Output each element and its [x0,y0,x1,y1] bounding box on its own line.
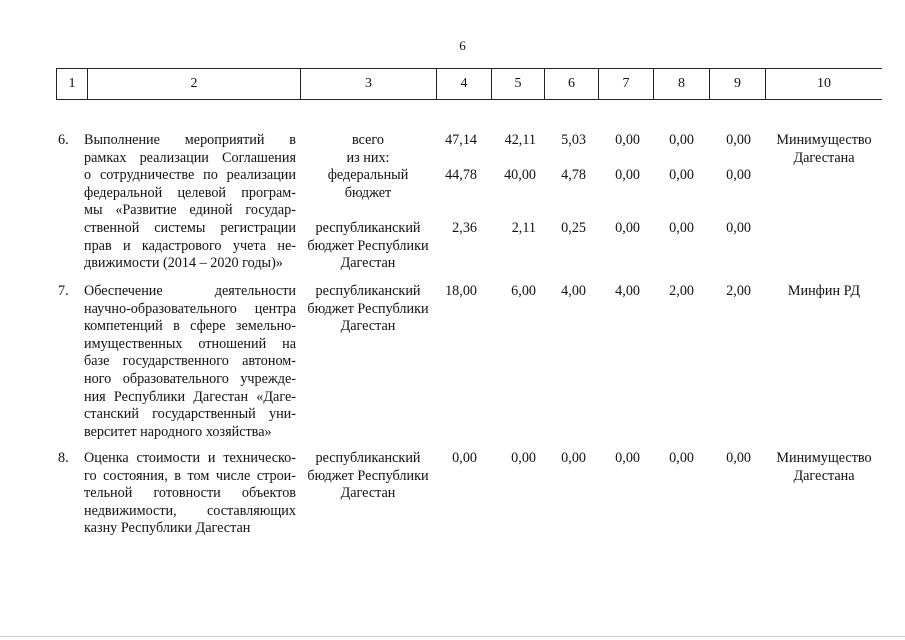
description-line: рамках реализации Соглашения [84,149,296,166]
amount-cell: 0,00 [615,220,640,236]
description-line: федеральной целевой програм- [84,184,296,201]
funding-source-line: федеральный [327,167,409,183]
amount-cell: 0,00 [726,132,751,148]
amount-cell: 18,00 [445,283,477,299]
page-number: 6 [459,38,466,53]
description-line: научно-образовательного центра [84,300,296,317]
description-line: о сотрудничестве по реализации [84,167,296,184]
amount-cell: 5,03 [561,132,586,148]
description-line: тельной готовности объектов [84,485,296,502]
executor-line: Дагестана [793,149,855,166]
description-line: станский государственный уни- [84,406,296,423]
header-cell-9: 9 [710,69,766,99]
amount-cell: 44,78 [445,167,477,183]
executor-line: Минфин РД [787,283,861,299]
amount-cell: 0,00 [561,450,586,466]
executor-line: Дагестана [793,467,855,484]
amount-cell: 0,00 [452,450,477,466]
description-line: мы «Развитие единой государ- [84,202,296,219]
description-line: недвижимости, составляющих [84,502,296,519]
amount-cell: 2,00 [669,283,694,299]
amount-cell: 4,00 [615,283,640,299]
funding-source-line: республиканский [315,450,421,466]
description-line: имущественных отношений на [84,335,296,352]
funding-source-label [300,450,436,503]
funding-source-line: Дагестан [340,255,396,272]
funding-source-line: республиканский [315,283,421,299]
amount-cell: 0,00 [669,167,694,183]
amount-cell: 6,00 [511,283,536,299]
amount-cell: 0,00 [726,167,751,183]
description-line: ственной системы регистрации [84,219,296,236]
amount-cell: 40,00 [504,167,536,183]
amount-cell: 0,00 [615,167,640,183]
amount-cell: 47,14 [445,132,477,148]
page-bottom-rule [0,636,905,637]
description-line: компетенций в сфере земельно- [84,318,296,335]
description-line: прав и кадастрового учета не- [84,237,296,254]
header-cell-7: 7 [599,69,654,99]
header-cell-8: 8 [654,69,710,99]
description-line: Выполнение мероприятий в [84,132,296,148]
description-line: го состояния, в том числе строи- [84,467,296,484]
funding-source-line: из них: [346,149,390,166]
row-number: 6. [58,132,69,148]
amount-cell: 0,25 [561,220,586,236]
description-line: движимости (2014 – 2020 годы)» [84,255,283,272]
executor [766,283,882,301]
amount-cell: 0,00 [615,450,640,466]
funding-source-label [300,220,436,273]
amount-cell: 0,00 [726,450,751,466]
amount-cell: 0,00 [726,220,751,236]
amount-cell: 4,00 [561,283,586,299]
description-line: верситет народного хозяйства» [84,423,272,440]
amount-cell: 0,00 [669,220,694,236]
funding-source-line: бюджет Республики [307,237,429,254]
funding-source-line: бюджет [344,184,392,201]
funding-source-label [300,283,436,336]
table-header-row [56,68,882,100]
funding-source-line: республиканский [315,220,421,236]
row-description [84,283,296,441]
row-description [84,132,296,273]
amount-cell: 2,00 [726,283,751,299]
executor [766,132,882,167]
header-cell-10: 10 [817,76,831,91]
executor [766,450,882,485]
funding-source-line: бюджет Республики [307,467,429,484]
header-cell-2: 2 [88,69,301,99]
funding-source-line: Дагестан [340,485,396,502]
executor-line: Минимущество [776,450,872,466]
amount-cell: 2,36 [452,220,477,236]
funding-source-label [300,132,436,167]
row-number: 7. [58,283,69,299]
header-cell-3: 3 [301,69,437,99]
amount-cell: 4,78 [561,167,586,183]
description-line: базе государственного автоном- [84,353,296,370]
description-line: казну Республики Дагестан [84,520,251,537]
row-description [84,450,296,538]
description-line: Оценка стоимости и техническо- [84,450,296,466]
description-line: ного образовательного учрежде- [84,370,296,387]
header-cell-1: 1 [57,69,88,99]
row-number: 8. [58,450,69,466]
header-cell-6: 6 [545,69,599,99]
funding-source-line: бюджет Республики [307,300,429,317]
description-line: ния Республики Дагестан «Даге- [84,388,296,405]
amount-cell: 42,11 [504,132,536,148]
funding-source-line: всего [352,132,384,148]
amount-cell: 0,00 [669,450,694,466]
funding-source-label [300,167,436,202]
header-cell-4: 4 [437,69,492,99]
funding-source-line: Дагестан [340,318,396,335]
description-line: Обеспечение деятельности [84,283,296,299]
amount-cell: 0,00 [615,132,640,148]
executor-line: Минимущество [776,132,872,148]
amount-cell: 2,11 [511,220,536,236]
amount-cell: 0,00 [669,132,694,148]
header-cell-5: 5 [492,69,545,99]
amount-cell: 0,00 [511,450,536,466]
